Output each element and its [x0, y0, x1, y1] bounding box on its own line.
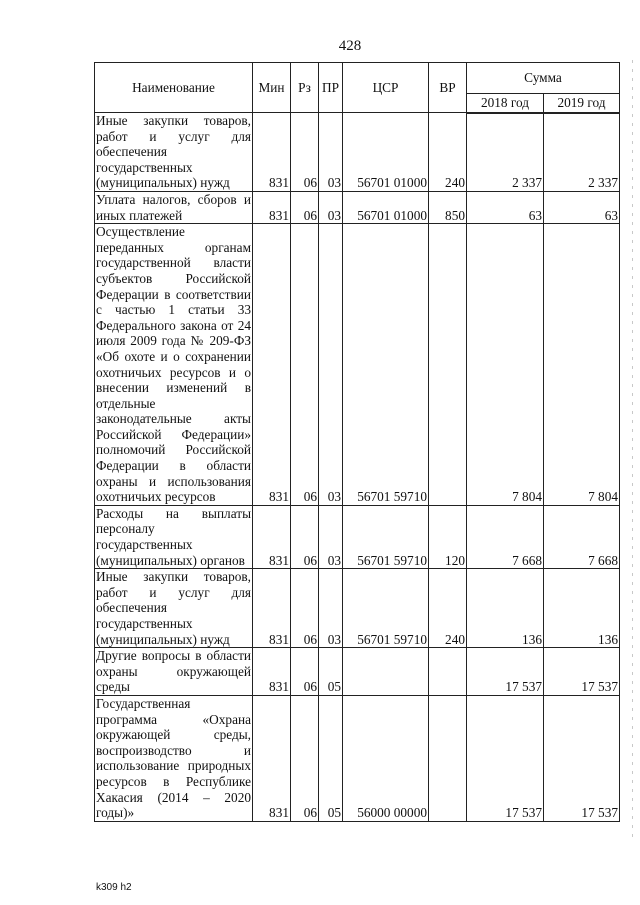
row-vr [429, 648, 467, 696]
header-rz: Рз [291, 63, 319, 113]
footer-code: k309 h2 [96, 882, 132, 893]
table-row [95, 505, 620, 568]
row-csr: 56701 59710 [343, 505, 429, 568]
row-rz: 06 [291, 505, 319, 568]
row-sum-2019: 7 668 [544, 505, 620, 568]
row-csr [343, 648, 429, 696]
table-row [95, 113, 620, 192]
row-csr: 56701 59710 [343, 569, 429, 648]
row-min: 831 [253, 695, 291, 821]
row-pr: 05 [319, 648, 343, 696]
row-min: 831 [253, 191, 291, 223]
row-pr: 03 [319, 191, 343, 223]
row-name: Расходы на выплаты персоналу государственных (муниципальных) органов [96, 505, 251, 568]
row-sum-2018: 7 804 [467, 224, 544, 506]
page-number: 428 [338, 38, 362, 54]
row-name: Государственная программа «Охрана окружающей среды, воспроизводство и использование природных ресурсов в Республике Хакасия (2014 – 2020 годы)» [96, 695, 251, 821]
row-rz: 06 [291, 224, 319, 506]
row-rz: 06 [291, 569, 319, 648]
header-min: Мин [253, 63, 291, 113]
row-pr: 03 [319, 224, 343, 506]
row-pr: 05 [319, 695, 343, 821]
header-sum: Сумма [467, 63, 620, 94]
row-name: Уплата налогов, сборов и иных платежей [96, 191, 251, 223]
row-sum-2018: 136 [467, 569, 544, 648]
table-row [95, 191, 620, 223]
row-csr: 56701 01000 [343, 191, 429, 223]
budget-table [94, 62, 620, 822]
row-sum-2018: 17 537 [467, 648, 544, 696]
row-vr: 120 [429, 505, 467, 568]
row-sum-2019: 2 337 [544, 113, 620, 192]
table-row [95, 695, 620, 821]
row-csr: 56701 59710 [343, 224, 429, 506]
row-csr: 56701 01000 [343, 113, 429, 192]
row-min: 831 [253, 569, 291, 648]
row-vr [429, 224, 467, 506]
header-name: Наименование [95, 63, 253, 113]
row-sum-2018: 63 [467, 191, 544, 223]
row-vr [429, 695, 467, 821]
header-pr: ПР [319, 63, 343, 113]
row-rz: 06 [291, 191, 319, 223]
table-row [95, 224, 620, 506]
row-name: Иные закупки товаров, работ и услуг для обеспечения государственных (муниципальных) нужд [96, 113, 251, 191]
row-vr: 240 [429, 569, 467, 648]
row-sum-2018: 17 537 [467, 695, 544, 821]
row-rz: 06 [291, 695, 319, 821]
row-pr: 03 [319, 505, 343, 568]
row-sum-2019: 63 [544, 191, 620, 223]
row-min: 831 [253, 224, 291, 506]
header-vr: ВР [429, 63, 467, 113]
row-pr: 03 [319, 569, 343, 648]
table-row [95, 648, 620, 696]
table-row [95, 569, 620, 648]
row-min: 831 [253, 113, 291, 192]
header-csr: ЦСР [343, 63, 429, 113]
row-name: Другие вопросы в области охраны окружающей среды [96, 648, 251, 695]
row-name: Иные закупки товаров, работ и услуг для обеспечения государственных (муниципальных) нужд [96, 569, 251, 647]
row-name: Осуществление переданных органам государственной власти субъектов Российской Федерации в соответствии с частью 1 статьи 33 Федерального закона от 24 июля 2009 года № 209-ФЗ «Об охоте и о сохранении охотничьих ресурсов и о внесении изменений в отдельные законодательные акты Российской Федерации» полномочий Российской Федерации в области охраны и использования охотничьих ресурсов [96, 224, 251, 505]
row-sum-2019: 17 537 [544, 695, 620, 821]
row-sum-2019: 7 804 [544, 224, 620, 506]
row-min: 831 [253, 505, 291, 568]
row-sum-2019: 17 537 [544, 648, 620, 696]
row-rz: 06 [291, 648, 319, 696]
row-rz: 06 [291, 113, 319, 192]
row-csr: 56000 00000 [343, 695, 429, 821]
header-2018: 2018 год [467, 93, 544, 112]
scan-edge-line [632, 60, 633, 840]
row-vr: 240 [429, 113, 467, 192]
row-sum-2018: 7 668 [467, 505, 544, 568]
row-vr: 850 [429, 191, 467, 223]
header-2019: 2019 год [544, 93, 620, 112]
row-sum-2018: 2 337 [467, 113, 544, 192]
row-min: 831 [253, 648, 291, 696]
row-sum-2019: 136 [544, 569, 620, 648]
row-pr: 03 [319, 113, 343, 192]
